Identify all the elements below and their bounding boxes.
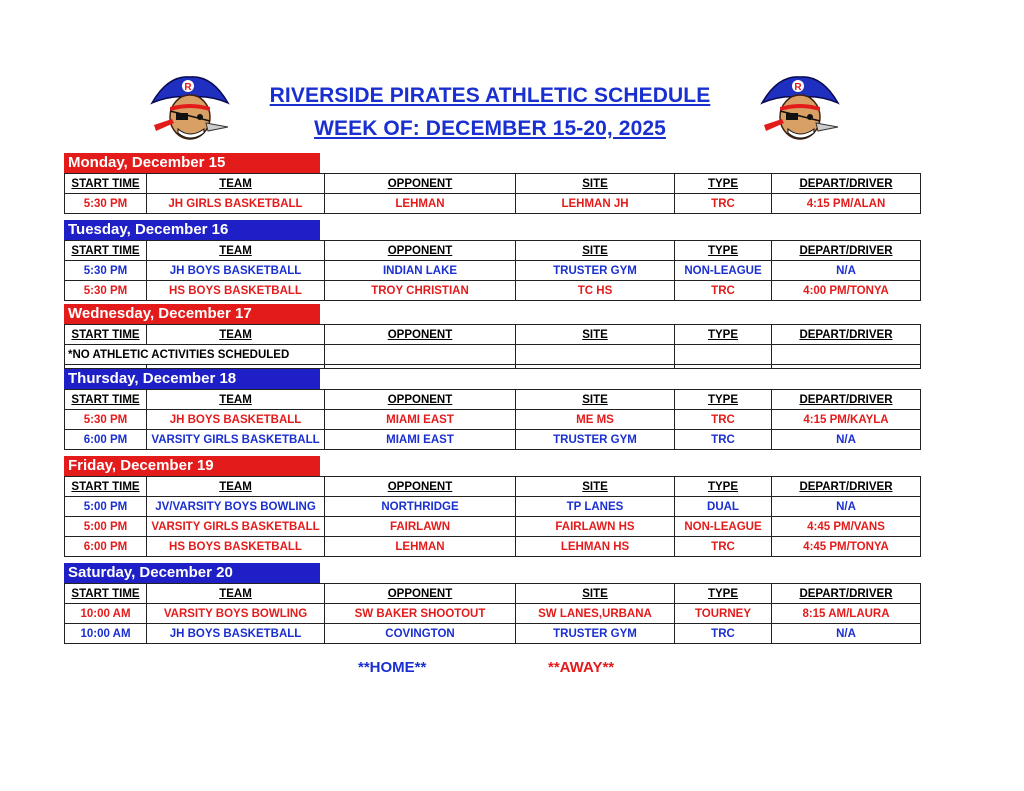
column-header: TEAM	[147, 174, 325, 194]
table-row	[65, 604, 921, 624]
opponent-cell: NORTHRIDGE	[325, 497, 516, 517]
depart-cell: 8:15 AM/LAURA	[772, 604, 921, 624]
team-cell: VARSITY BOYS BOWLING	[147, 604, 325, 624]
opponent-cell: LEHMAN	[325, 537, 516, 557]
depart-cell: 4:15 PM/ALAN	[772, 194, 921, 214]
column-header: TYPE	[675, 325, 772, 345]
team-cell: JV/VARSITY BOYS BOWLING	[147, 497, 325, 517]
empty-cell	[325, 345, 516, 365]
empty-cell	[675, 365, 772, 369]
column-header: START TIME	[65, 390, 147, 410]
column-header: SITE	[516, 584, 675, 604]
opponent-cell: FAIRLAWN	[325, 517, 516, 537]
schedule-table	[64, 583, 921, 644]
table-row	[65, 365, 921, 369]
depart-cell: 4:45 PM/TONYA	[772, 537, 921, 557]
opponent-cell: COVINGTON	[325, 624, 516, 644]
column-header: START TIME	[65, 477, 147, 497]
team-cell: JH BOYS BASKETBALL	[147, 410, 325, 430]
column-header: SITE	[516, 325, 675, 345]
day-header: Tuesday, December 16	[64, 220, 320, 240]
team-cell: HS BOYS BASKETBALL	[147, 537, 325, 557]
depart-cell: N/A	[772, 497, 921, 517]
column-header: SITE	[516, 174, 675, 194]
column-header: DEPART/DRIVER	[772, 477, 921, 497]
depart-cell: 4:15 PM/KAYLA	[772, 410, 921, 430]
type-cell: TRC	[675, 624, 772, 644]
column-header: TEAM	[147, 584, 325, 604]
column-header: TYPE	[675, 241, 772, 261]
start-cell: 5:30 PM	[65, 261, 147, 281]
empty-cell	[516, 345, 675, 365]
start-cell: 6:00 PM	[65, 430, 147, 450]
opponent-cell: MIAMI EAST	[325, 410, 516, 430]
column-header: TYPE	[675, 174, 772, 194]
team-cell: VARSITY GIRLS BASKETBALL	[147, 430, 325, 450]
site-cell: TRUSTER GYM	[516, 430, 675, 450]
empty-cell	[147, 365, 325, 369]
column-header: DEPART/DRIVER	[772, 390, 921, 410]
svg-text:R: R	[794, 82, 802, 93]
column-header-row	[65, 241, 921, 261]
start-cell: 5:30 PM	[65, 410, 147, 430]
column-header-row	[65, 325, 921, 345]
legend-home: **HOME**	[358, 659, 427, 676]
table-row	[65, 537, 921, 557]
start-cell: 5:00 PM	[65, 497, 147, 517]
column-header-row	[65, 174, 921, 194]
column-header: SITE	[516, 390, 675, 410]
column-header: DEPART/DRIVER	[772, 174, 921, 194]
empty-cell	[772, 365, 921, 369]
type-cell: NON-LEAGUE	[675, 261, 772, 281]
depart-cell: N/A	[772, 624, 921, 644]
table-row	[65, 194, 921, 214]
column-header: OPPONENT	[325, 390, 516, 410]
column-header: START TIME	[65, 241, 147, 261]
team-cell: JH BOYS BASKETBALL	[147, 624, 325, 644]
opponent-cell: INDIAN LAKE	[325, 261, 516, 281]
day-header: Thursday, December 18	[64, 369, 320, 389]
column-header: DEPART/DRIVER	[772, 241, 921, 261]
start-cell: 10:00 AM	[65, 604, 147, 624]
day-header: Saturday, December 20	[64, 563, 320, 583]
site-cell: TC HS	[516, 281, 675, 301]
column-header: DEPART/DRIVER	[772, 325, 921, 345]
start-cell: 5:30 PM	[65, 281, 147, 301]
type-cell: NON-LEAGUE	[675, 517, 772, 537]
column-header: TYPE	[675, 390, 772, 410]
type-cell: TRC	[675, 194, 772, 214]
table-row	[65, 281, 921, 301]
table-row	[65, 345, 921, 365]
opponent-cell: TROY CHRISTIAN	[325, 281, 516, 301]
schedule-table	[64, 476, 921, 557]
opponent-cell: MIAMI EAST	[325, 430, 516, 450]
table-row	[65, 410, 921, 430]
table-row	[65, 624, 921, 644]
type-cell: TOURNEY	[675, 604, 772, 624]
table-row	[65, 261, 921, 281]
week-subtitle: WEEK OF: DECEMBER 15-20, 2025	[314, 117, 666, 140]
column-header: OPPONENT	[325, 325, 516, 345]
opponent-cell: LEHMAN	[325, 194, 516, 214]
column-header: START TIME	[65, 584, 147, 604]
schedule-table	[64, 389, 921, 450]
start-cell: 5:30 PM	[65, 194, 147, 214]
legend-away: **AWAY**	[548, 659, 615, 676]
column-header: TEAM	[147, 477, 325, 497]
start-cell: 10:00 AM	[65, 624, 147, 644]
empty-cell	[325, 365, 516, 369]
column-header-row	[65, 390, 921, 410]
column-header: SITE	[516, 477, 675, 497]
site-cell: LEHMAN JH	[516, 194, 675, 214]
column-header-row	[65, 584, 921, 604]
site-cell: TRUSTER GYM	[516, 261, 675, 281]
team-cell: JH BOYS BASKETBALL	[147, 261, 325, 281]
column-header: OPPONENT	[325, 174, 516, 194]
start-cell: 5:00 PM	[65, 517, 147, 537]
depart-cell: 4:45 PM/VANS	[772, 517, 921, 537]
column-header: START TIME	[65, 325, 147, 345]
site-cell: TP LANES	[516, 497, 675, 517]
column-header-row	[65, 477, 921, 497]
schedule-table	[64, 173, 921, 214]
site-cell: TRUSTER GYM	[516, 624, 675, 644]
column-header: SITE	[516, 241, 675, 261]
site-cell: ME MS	[516, 410, 675, 430]
schedule-table	[64, 240, 921, 301]
type-cell: DUAL	[675, 497, 772, 517]
column-header: START TIME	[65, 174, 147, 194]
column-header: DEPART/DRIVER	[772, 584, 921, 604]
day-header: Wednesday, December 17	[64, 304, 320, 324]
table-row	[65, 517, 921, 537]
page-title: RIVERSIDE PIRATES ATHLETIC SCHEDULE	[269, 84, 711, 107]
type-cell: TRC	[675, 430, 772, 450]
table-row	[65, 497, 921, 517]
opponent-cell: SW BAKER SHOOTOUT	[325, 604, 516, 624]
empty-cell	[675, 345, 772, 365]
column-header: TYPE	[675, 477, 772, 497]
svg-text:R: R	[184, 82, 192, 93]
site-cell: LEHMAN HS	[516, 537, 675, 557]
empty-cell	[65, 365, 147, 369]
column-header: TEAM	[147, 325, 325, 345]
schedule-table	[64, 324, 921, 369]
start-cell: 6:00 PM	[65, 537, 147, 557]
column-header: TEAM	[147, 390, 325, 410]
type-cell: TRC	[675, 410, 772, 430]
type-cell: TRC	[675, 537, 772, 557]
empty-cell	[772, 345, 921, 365]
column-header: TEAM	[147, 241, 325, 261]
day-header: Monday, December 15	[64, 153, 320, 173]
column-header: TYPE	[675, 584, 772, 604]
team-cell: VARSITY GIRLS BASKETBALL	[147, 517, 325, 537]
column-header: OPPONENT	[325, 241, 516, 261]
column-header: OPPONENT	[325, 584, 516, 604]
empty-cell	[516, 365, 675, 369]
depart-cell: 4:00 PM/TONYA	[772, 281, 921, 301]
column-header: OPPONENT	[325, 477, 516, 497]
day-header: Friday, December 19	[64, 456, 320, 476]
depart-cell: N/A	[772, 261, 921, 281]
no-activities-note: *NO ATHLETIC ACTIVITIES SCHEDULED	[65, 345, 325, 365]
depart-cell: N/A	[772, 430, 921, 450]
table-row	[65, 430, 921, 450]
site-cell: FAIRLAWN HS	[516, 517, 675, 537]
team-cell: HS BOYS BASKETBALL	[147, 281, 325, 301]
team-cell: JH GIRLS BASKETBALL	[147, 194, 325, 214]
type-cell: TRC	[675, 281, 772, 301]
site-cell: SW LANES,URBANA	[516, 604, 675, 624]
